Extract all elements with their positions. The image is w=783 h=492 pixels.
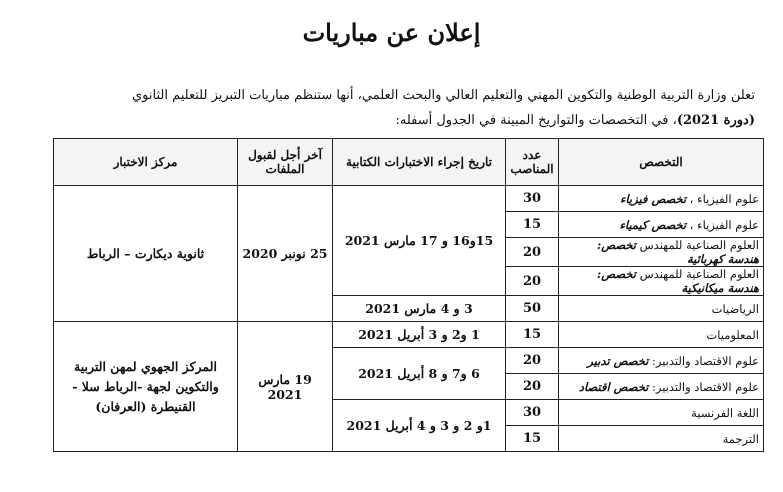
specialty-cell: علوم الفيزياء ، تخصص فيزياء <box>559 186 764 212</box>
header-exam-center: مركز الاختبار <box>54 139 238 186</box>
specialty-cell: علوم الفيزياء ، تخصص كيمياء <box>559 212 764 238</box>
intro-paragraph <box>25 83 755 133</box>
specialty-cell: الرياضيات <box>559 296 764 322</box>
page-title: إعلان عن مباريات <box>302 18 481 47</box>
posts-cell: 20 <box>506 238 559 267</box>
posts-cell: 20 <box>506 348 559 374</box>
posts-cell: 15 <box>506 426 559 452</box>
deadline-cell: 19 مارس 2021 <box>238 322 333 452</box>
header-posts: عدد المناصب <box>506 139 559 186</box>
table-row <box>54 186 764 212</box>
exam-date-cell: 1 و2 و 3 أبريل 2021 <box>333 322 506 348</box>
posts-cell: 50 <box>506 296 559 322</box>
exam-date-cell: 15و16 و 17 مارس 2021 <box>333 186 506 296</box>
specialty-cell: الترجمة <box>559 426 764 452</box>
table-row <box>54 322 764 348</box>
posts-cell: 30 <box>506 400 559 426</box>
header-specialty: التخصص <box>559 139 764 186</box>
intro-line1: تعلن وزارة التربية الوطنية والتكوين المهني والتعليم العالي والبحث العلمي، أنها ستنظم مباريات التبريز للتعليم الثانوي <box>132 88 755 103</box>
posts-cell: 15 <box>506 212 559 238</box>
exam-date-cell: 6 و7 و 8 أبريل 2021 <box>333 348 506 400</box>
deadline-cell: 25 نونبر 2020 <box>238 186 333 322</box>
header-exam-date: تاريخ إجراء الاختبارات الكتابية <box>333 139 506 186</box>
specialty-cell: المعلوميات <box>559 322 764 348</box>
table-header-row <box>54 139 764 186</box>
specialty-cell: علوم الاقتصاد والتدبير: تخصص اقتصاد <box>559 374 764 400</box>
exam-center-cell: ثانوية ديكارت – الرباط <box>54 186 238 322</box>
exam-center-cell: المركز الجهوي لمهن التربية والتكوين لجهة -الرباط سلا - القنيطرة (العرفان) <box>54 322 238 452</box>
specialty-cell: العلوم الصناعية للمهندس تخصص: هندسة كهربائية <box>559 238 764 267</box>
specialty-cell: علوم الاقتصاد والتدبير: تخصص تدبير <box>559 348 764 374</box>
posts-cell: 20 <box>506 267 559 296</box>
header-deadline: آخر أجل لقبول الملفات <box>238 139 333 186</box>
competitions-table <box>53 138 764 452</box>
posts-cell: 20 <box>506 374 559 400</box>
intro-session: (دورة 2021) <box>676 113 755 128</box>
posts-cell: 30 <box>506 186 559 212</box>
specialty-cell: العلوم الصناعية للمهندس تخصص: هندسة ميكانيكية <box>559 267 764 296</box>
posts-cell: 15 <box>506 322 559 348</box>
exam-date-cell: 3 و 4 مارس 2021 <box>333 296 506 322</box>
specialty-cell: اللغة الفرنسية <box>559 400 764 426</box>
exam-date-cell: 1و 2 و 3 و 4 أبريل 2021 <box>333 400 506 452</box>
intro-line2: ، في التخصصات والتواريخ المبينة في الجدول أسفله: <box>395 113 677 128</box>
